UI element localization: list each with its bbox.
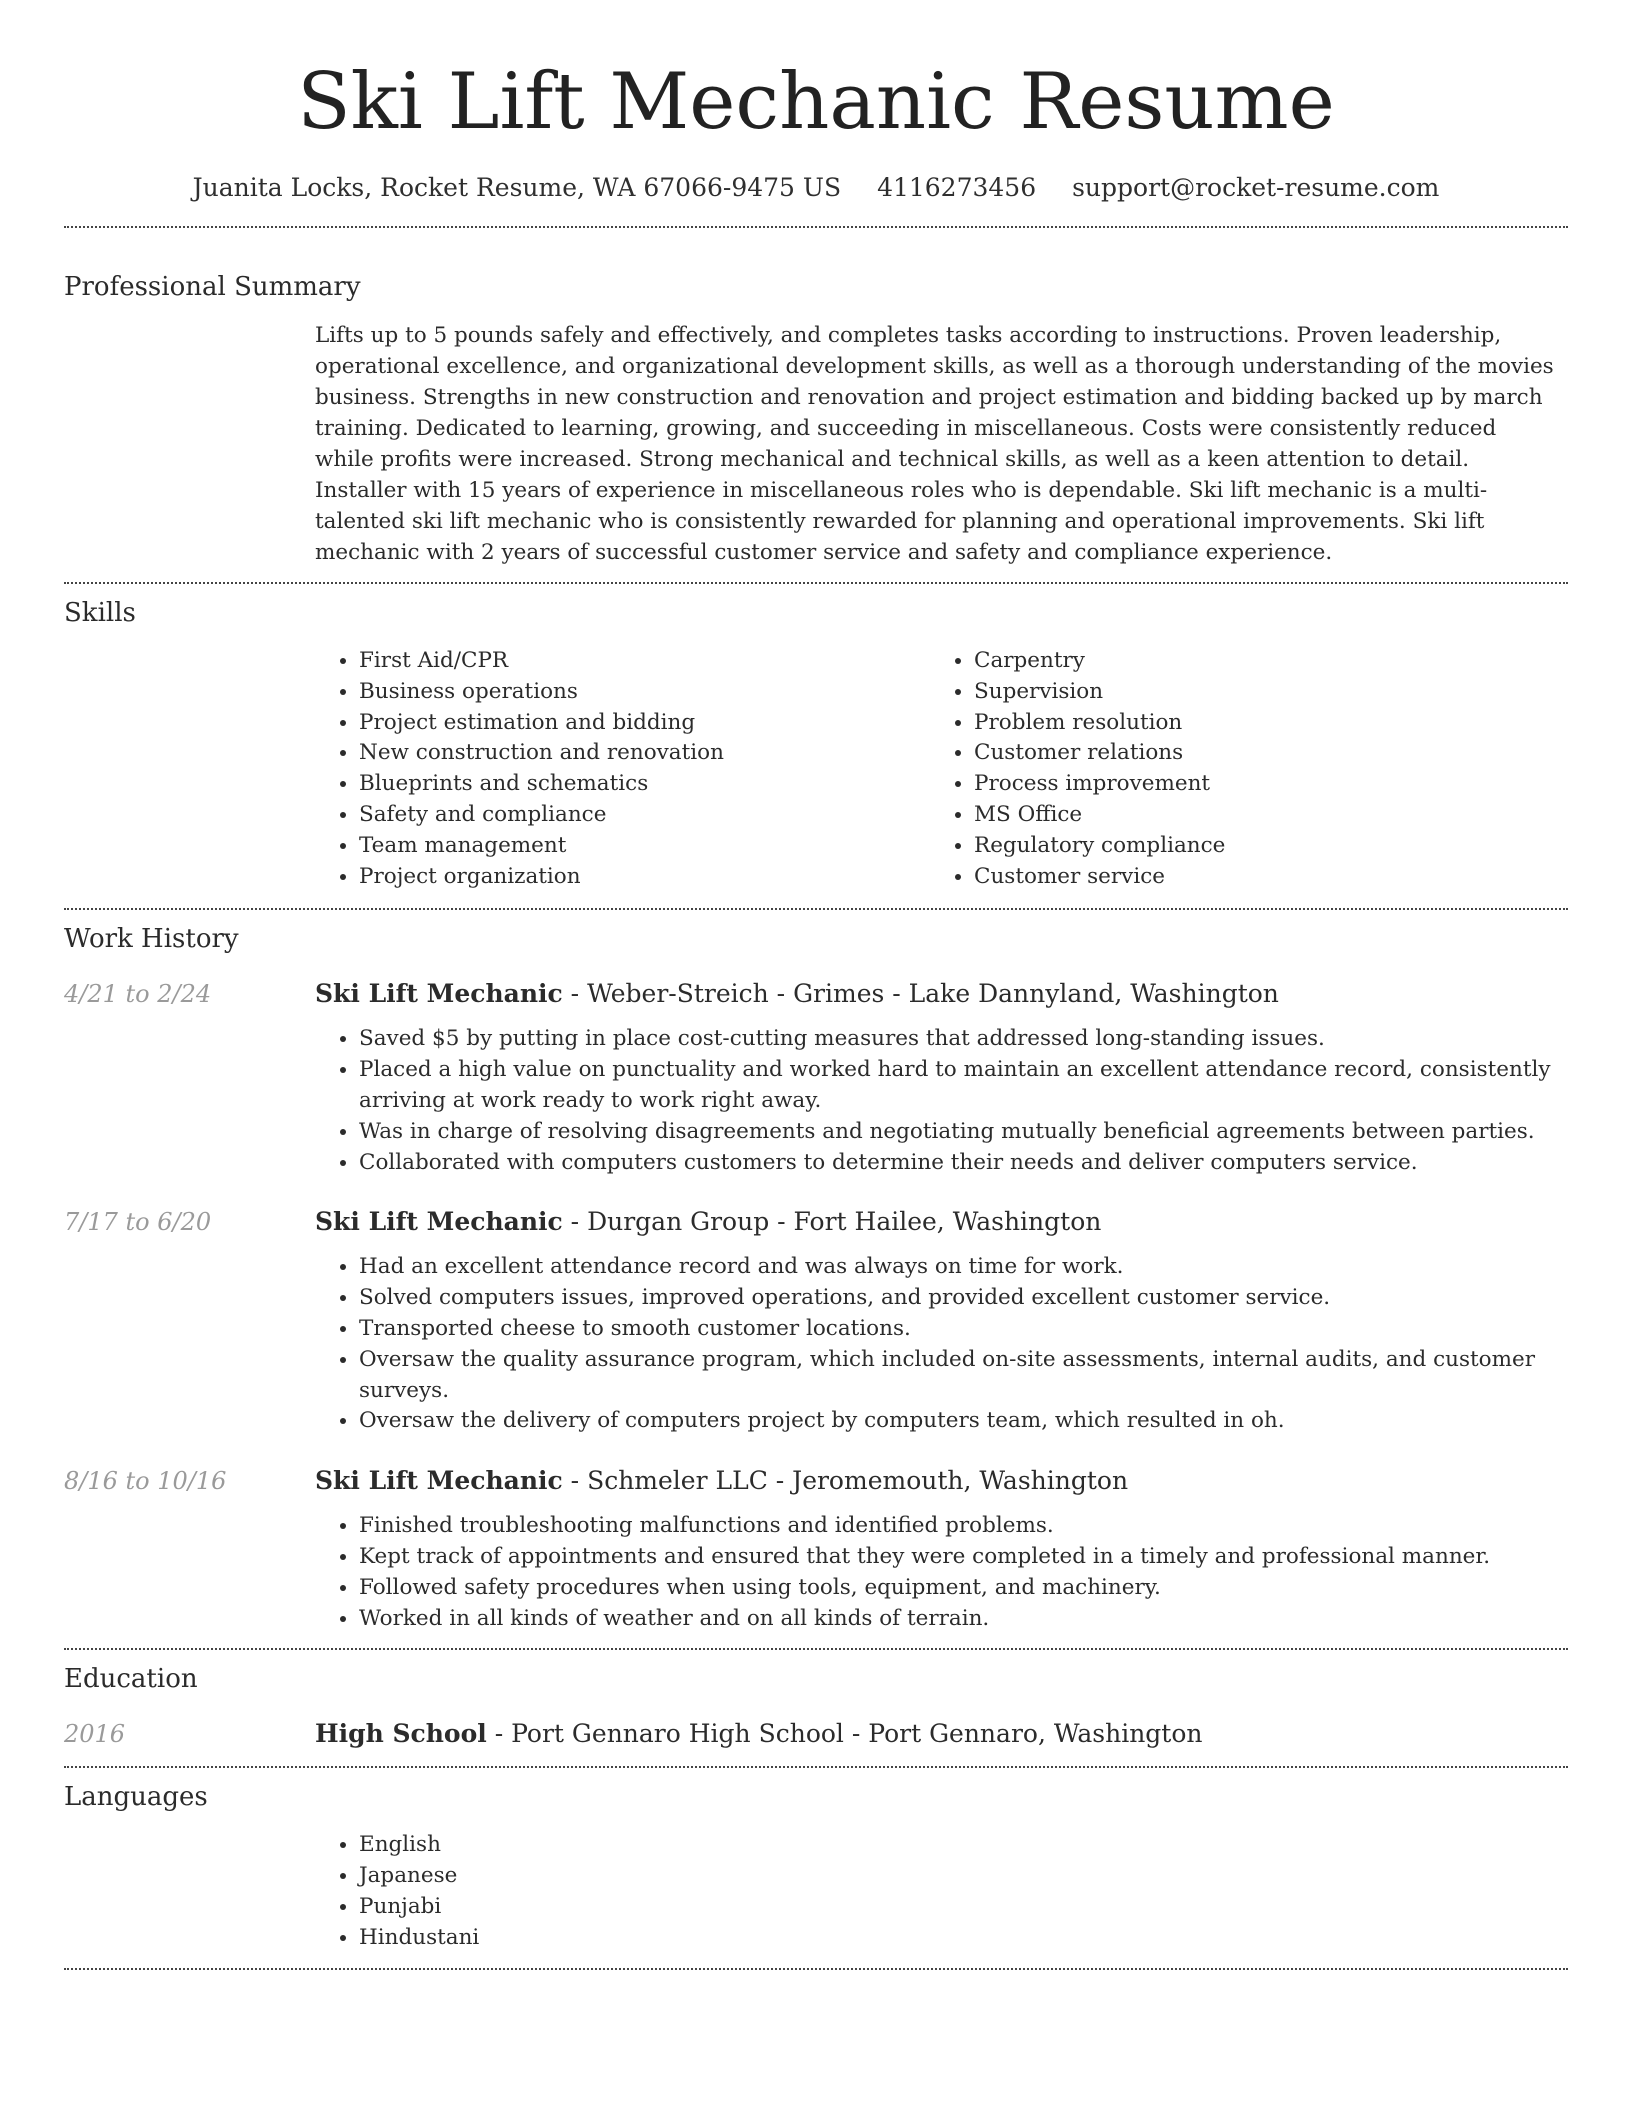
skill-item: • MS Office: [974, 800, 1545, 831]
job-bullet: • Followed safety procedures when using tools, equipment, and machinery.: [359, 1573, 1568, 1604]
languages-section: [64, 1768, 1568, 1953]
skill-item: • Process improvement: [974, 769, 1545, 800]
education-heading: [315, 1716, 1568, 1752]
job-entry: [64, 976, 1568, 1178]
skill-item: • Project organization: [359, 862, 930, 893]
languages-list: [315, 1830, 1568, 1953]
language-item: • Punjabi: [359, 1892, 1568, 1923]
education-degree: High School: [315, 1719, 487, 1749]
job-bullets: [315, 1252, 1568, 1437]
education-section: [64, 1650, 1568, 1752]
job-bullets: [315, 1511, 1568, 1634]
language-item: • Hindustani: [359, 1923, 1568, 1954]
job-bullet: • Oversaw the quality assurance program, which included on-site assessments, internal audits, and customer surveys.: [359, 1345, 1568, 1407]
job-entry: [64, 1204, 1568, 1437]
language-item: • Japanese: [359, 1861, 1568, 1892]
summary-section: [64, 228, 1568, 568]
education-entry: [64, 1716, 1568, 1752]
job-dates: 8/16 to 10/16: [64, 1467, 227, 1496]
contact-line: [64, 170, 1568, 206]
job-bullet: • Collaborated with computers customers to determine their needs and deliver computers service.: [359, 1148, 1568, 1179]
job-role: Ski Lift Mechanic: [315, 1466, 563, 1496]
summary-text: Lifts up to 5 pounds safely and effectively, and completes tasks according to instructions. Proven leadership, operational excellence, and organizational development skills, as well as a thorough understanding of the movies business. Strengths in new construction and renovation and project estimation and bidding backed up by march training. Dedicated to learning, growing, and succeeding in miscellaneous. Costs were consistently reduced while profits were increased. Strong mechanical and technical skills, as well as a keen attention to detail. Installer with 15 years of experience in miscellaneous roles who is dependable. Ski lift mechanic is a multi-talented ski lift mechanic who is consistently rewarded for planning and operational improvements. Ski lift mechanic with 2 years of successful customer service and safety and compliance experience.: [315, 323, 1554, 565]
skill-item: • New construction and renovation: [359, 738, 930, 769]
job-role: Ski Lift Mechanic: [315, 1207, 563, 1237]
contact-email: support@rocket-resume.com: [1072, 173, 1440, 202]
job-employer: - Schmeler LLC - Jeromemouth, Washington: [562, 1466, 1129, 1496]
skill-item: • Problem resolution: [974, 708, 1545, 739]
contact-address: Juanita Locks, Rocket Resume, WA 67066-9475 US: [192, 173, 842, 202]
skill-item: • Team management: [359, 831, 930, 862]
job-bullet: • Transported cheese to smooth customer locations.: [359, 1314, 1568, 1345]
education-date: 2016: [64, 1720, 126, 1749]
job-bullet: • Placed a high value on punctuality and worked hard to maintain an excellent attendance record, consistently arriving at work ready to work right away.: [359, 1055, 1568, 1117]
job-role: Ski Lift Mechanic: [315, 979, 563, 1009]
job-entry: [64, 1463, 1568, 1634]
job-bullet: • Finished troubleshooting malfunctions and identified problems.: [359, 1511, 1568, 1542]
divider: [64, 1968, 1568, 1970]
job-bullets: [315, 1024, 1568, 1178]
job-heading: [315, 976, 1568, 1012]
job-bullet: • Kept track of appointments and ensured that they were completed in a timely and professional manner.: [359, 1542, 1568, 1573]
skill-item: • Safety and compliance: [359, 800, 930, 831]
work-section: [64, 910, 1568, 1634]
job-bullet: • Oversaw the delivery of computers project by computers team, which resulted in oh.: [359, 1406, 1568, 1437]
contact-phone: 4116273456: [877, 173, 1037, 202]
skill-item: • Carpentry: [974, 646, 1545, 677]
education-school: - Port Gennaro High School - Port Gennaro, Washington: [486, 1719, 1203, 1749]
section-title-languages: Languages: [64, 1782, 208, 1813]
skill-item: • Regulatory compliance: [974, 831, 1545, 862]
skills-section: [64, 584, 1568, 892]
job-bullet: • Solved computers issues, improved operations, and provided excellent customer service.: [359, 1283, 1568, 1314]
skill-item: • Customer relations: [974, 738, 1545, 769]
skills-list-right: [930, 646, 1545, 892]
job-employer: - Weber-Streich - Grimes - Lake Dannyland, Washington: [562, 979, 1279, 1009]
skill-item: • First Aid/CPR: [359, 646, 930, 677]
section-title-skills: Skills: [64, 598, 136, 628]
section-title-education: Education: [64, 1664, 198, 1695]
job-bullet: • Worked in all kinds of weather and on all kinds of terrain.: [359, 1604, 1568, 1635]
job-bullet: • Saved $5 by putting in place cost-cutting measures that addressed long-standing issues.: [359, 1024, 1568, 1055]
skill-item: • Customer service: [974, 862, 1545, 893]
section-title-work: Work History: [64, 924, 239, 955]
job-bullet: • Had an excellent attendance record and was always on time for work.: [359, 1252, 1568, 1283]
job-employer: - Durgan Group - Fort Hailee, Washington: [562, 1207, 1102, 1237]
section-title-summary: Professional Summary: [64, 272, 361, 302]
job-heading: [315, 1463, 1568, 1499]
skill-item: • Supervision: [974, 677, 1545, 708]
skills-list-left: [315, 646, 930, 892]
resume-title: Ski Lift Mechanic Resume: [297, 57, 1335, 147]
job-bullet: • Was in charge of resolving disagreements and negotiating mutually beneficial agreements between parties.: [359, 1117, 1568, 1148]
skill-item: • Project estimation and bidding: [359, 708, 930, 739]
language-item: • English: [359, 1830, 1568, 1861]
skill-item: • Blueprints and schematics: [359, 769, 930, 800]
job-dates: 4/21 to 2/24: [64, 980, 212, 1009]
skill-item: • Business operations: [359, 677, 930, 708]
job-dates: 7/17 to 6/20: [64, 1208, 212, 1237]
job-heading: [315, 1204, 1568, 1240]
